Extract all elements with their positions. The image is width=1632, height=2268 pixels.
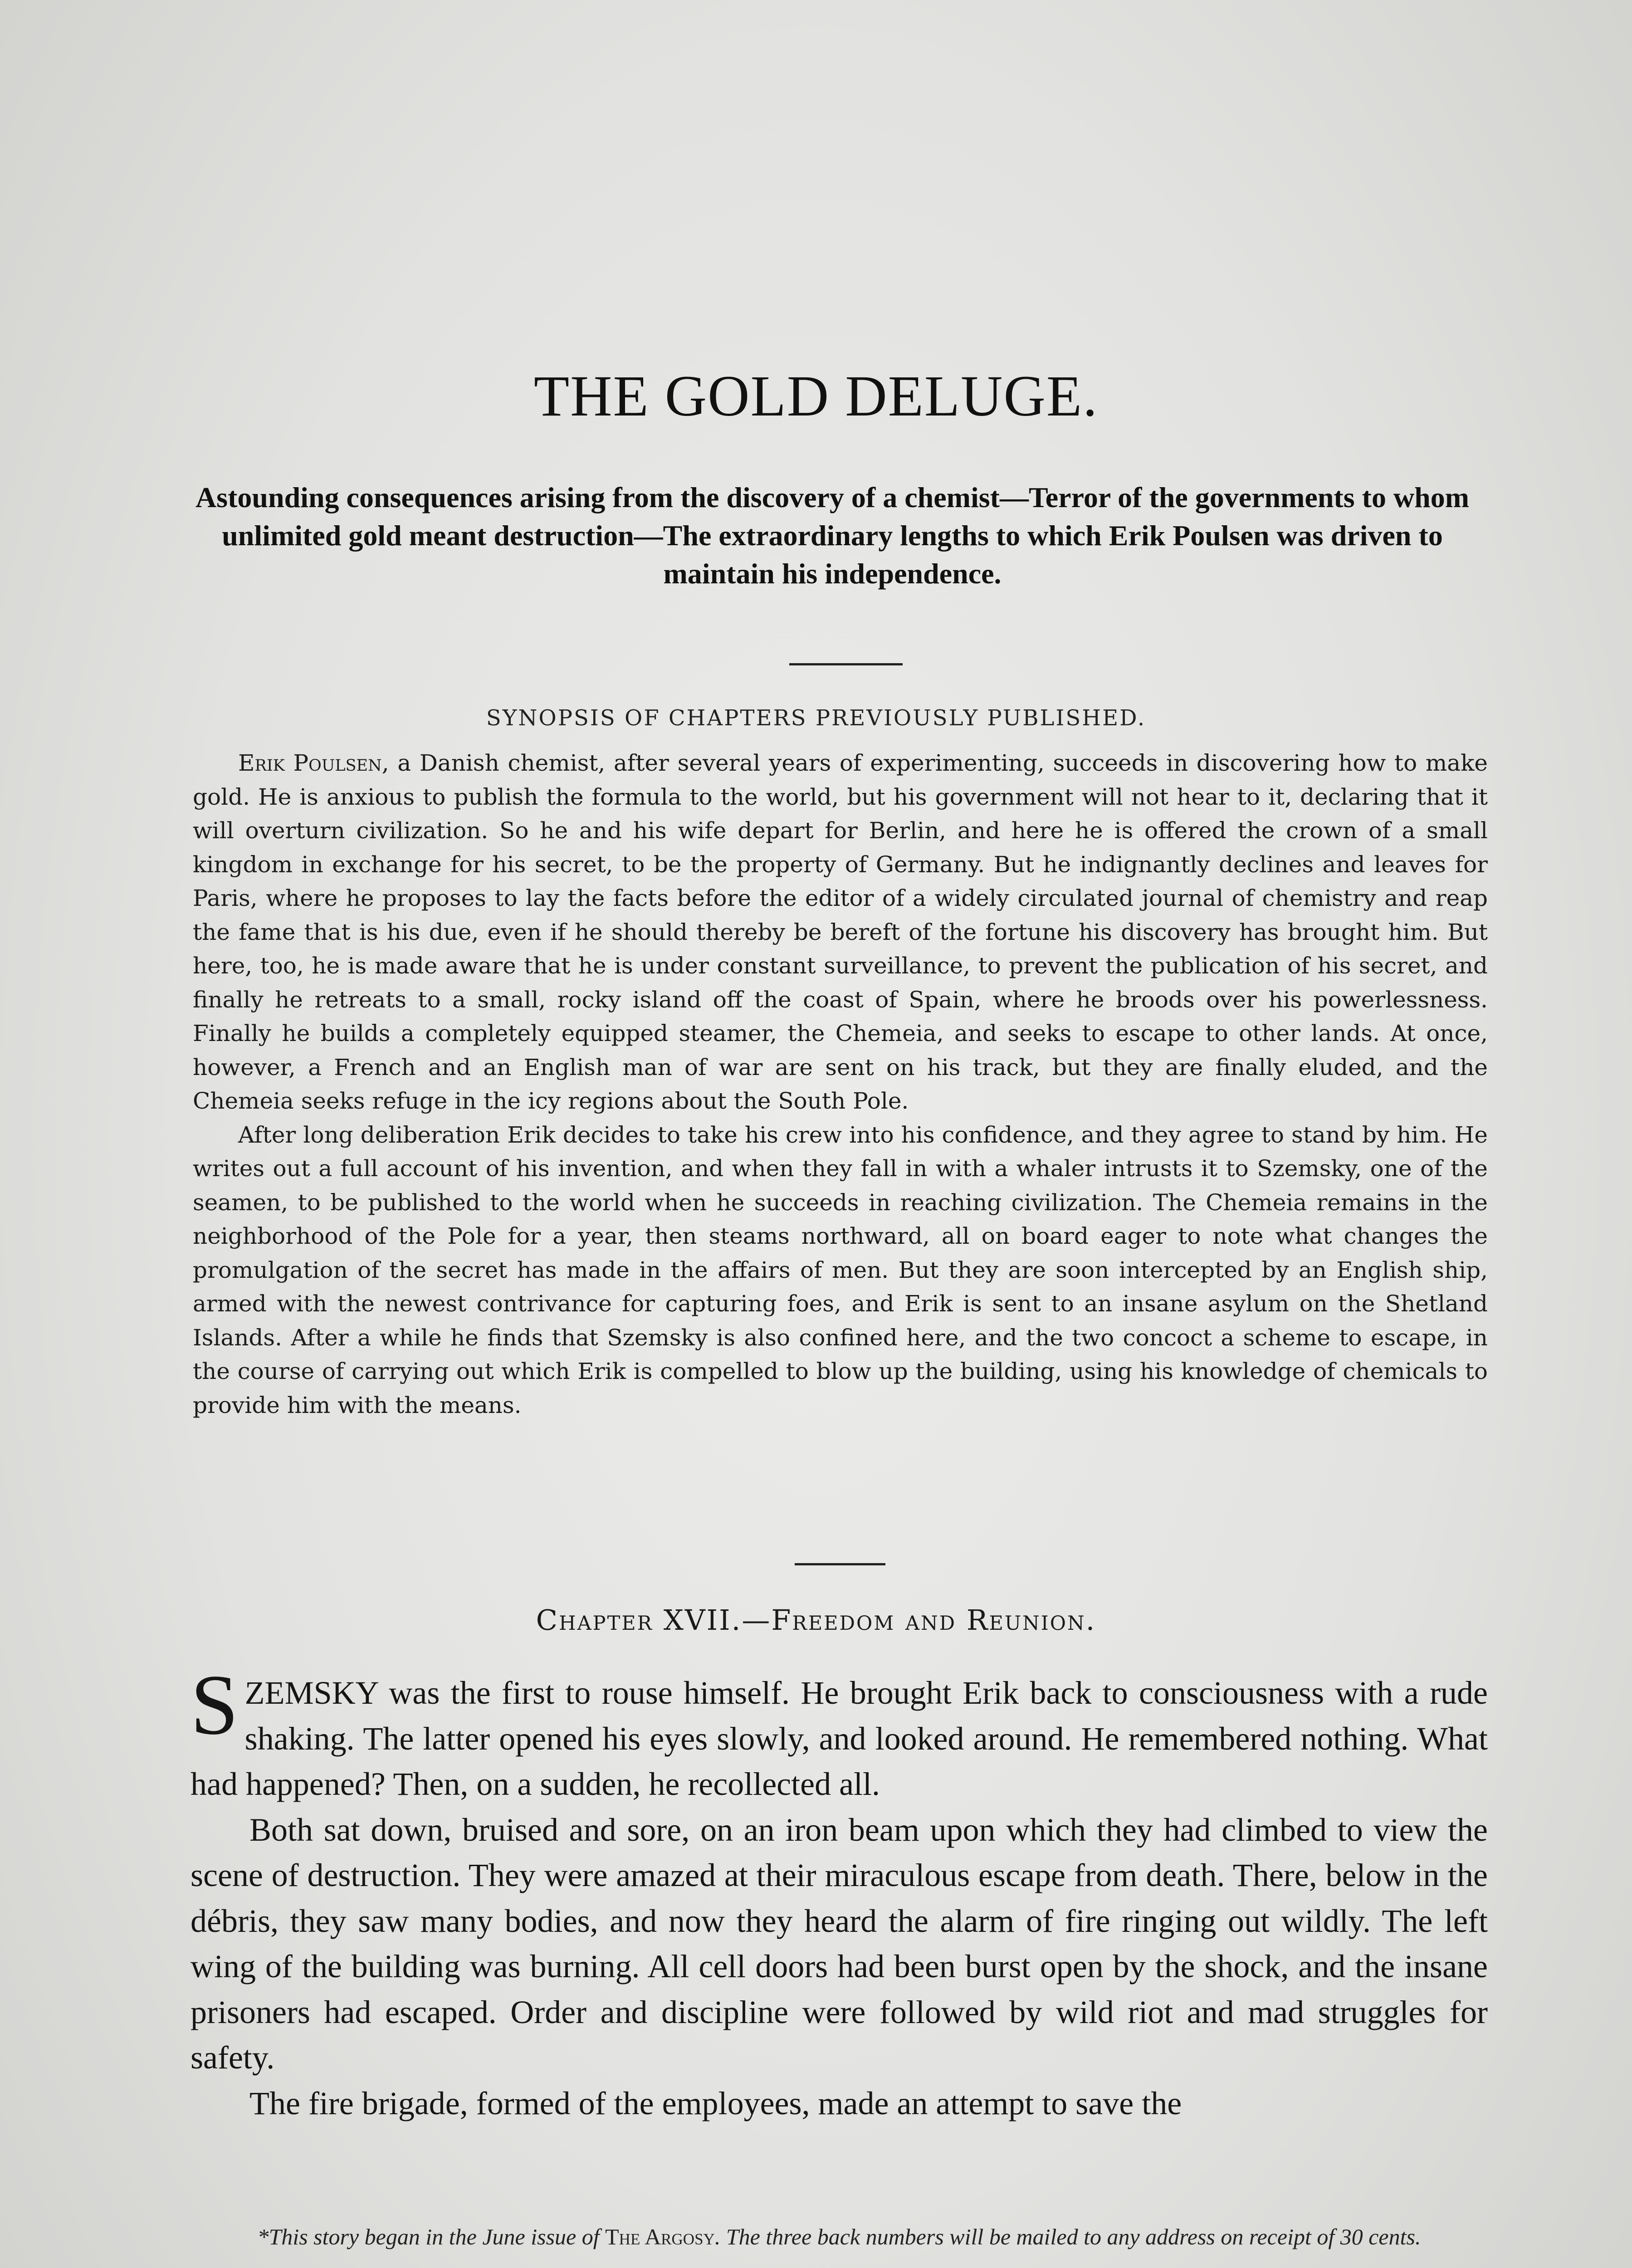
chapter-heading: Chapter XVII.—Freedom and Reunion. (536, 1603, 1096, 1637)
story-paragraph: The fire brigade, formed of the employees, made an attempt to save the (249, 2085, 1182, 2121)
story-text (191, 1657, 1488, 2126)
story-paragraph (191, 1657, 1488, 1807)
story-paragraph: Both sat down, bruised and sore, on an iron beam upon which they had climbed to view the scene of destruction. They were amazed at their miraculous escape from death. There, below in the débris, they saw many bodies, and now they heard the alarm of fire ringing out wildly. The left wing of the building was burning. All cell doors had been burst open by the shock, and the insane prisoners had escaped. Order and discipline were followed by wild riot and mad struggles for safety. (191, 1811, 1488, 2076)
footnote-text: *This story began in the June issue of (257, 2224, 606, 2249)
footnote (191, 2221, 1488, 2253)
story-paragraph-text: was the first to rouse himself. He brought Erik back to consciousness with a rude shaking. The latter opened his eyes slowly, and looked around. He remembered nothing. What had happened? Then, on a sudden, he recollected all. (191, 1675, 1488, 1802)
footnote-text: . The three back numbers will be mailed to any address on receipt of 30 cents. (714, 2224, 1421, 2249)
divider-rule (795, 1563, 885, 1565)
synopsis-paragraph-text: , a Danish chemist, after several years of experimenting, succeeds in discovering how to make gold. He is anxious to publish the formula to the world, but his government will not hear to it, declaring that it will overturn civilization. So he and his wife depart for Berlin, and here he is offered the crown of a small kingdom in exchange for his secret, to be the property of Germany. But he indignantly declines and leaves for Paris, where he proposes to lay the facts before the editor of a widely circulated journal of chemistry and reap the fame that is his due, even if he should thereby be bereft of the fortune his discovery has brought him. But here, too, he is made aware that he is under constant surveillance, to prevent the publication of his secret, and finally he retreats to a small, rocky island off the coast of Spain, where he broods over his powerlessness. Finally he builds a completely equipped steamer, the Chemeia, and seeks to escape to other lands. At once, however, a French and an English man of war are sent on his track, but they are finally eluded, and the Chemeia seeks refuge in the icy regions about the South Pole. (193, 750, 1488, 1114)
synopsis-lead-name: Erik Poulsen (238, 750, 382, 776)
synopsis-text (193, 746, 1488, 1422)
divider-rule (789, 663, 903, 665)
synopsis-paragraph: After long deliberation Erik decides to take his crew into his confidence, and they agree to stand by him. He writes out a full account of his invention, and when they fall in with a whaler intrusts it to Szemsky, one of the seamen, to be published to the world when he succeeds in reaching civilization. The Chemeia remains in the neighborhood of the Pole for a year, then steams northward, all on board eager to note what changes the promulgation of the secret has made in the affairs of men. But they are soon intercepted by an English ship, armed with the newest contrivance for capturing foes, and Erik is sent to an insane asylum on the Shetland Islands. After a while he finds that Szemsky is also confined here, and the two concoct a scheme to escape, in the course of carrying out which Erik is compelled to blow up the building, using his knowledge of chemicals to provide him with the means. (193, 1121, 1488, 1418)
footnote-magazine-name: The Argosy (605, 2224, 715, 2249)
drop-cap: S (191, 1657, 239, 1753)
article-title: THE GOLD DELUGE. (533, 364, 1099, 428)
story-lead-word: ZEMSKY (244, 1675, 378, 1711)
synopsis-paragraph (193, 746, 1488, 1118)
synopsis-heading: SYNOPSIS OF CHAPTERS PREVIOUSLY PUBLISHED. (486, 705, 1146, 731)
article-subheading: Astounding consequences arising from the discovery of a chemist—Terror of the governments to whom unlimited gold meant destruction—The extraordinary lengths to which Erik Poulsen was driven to maintain his independence. (195, 481, 1470, 590)
